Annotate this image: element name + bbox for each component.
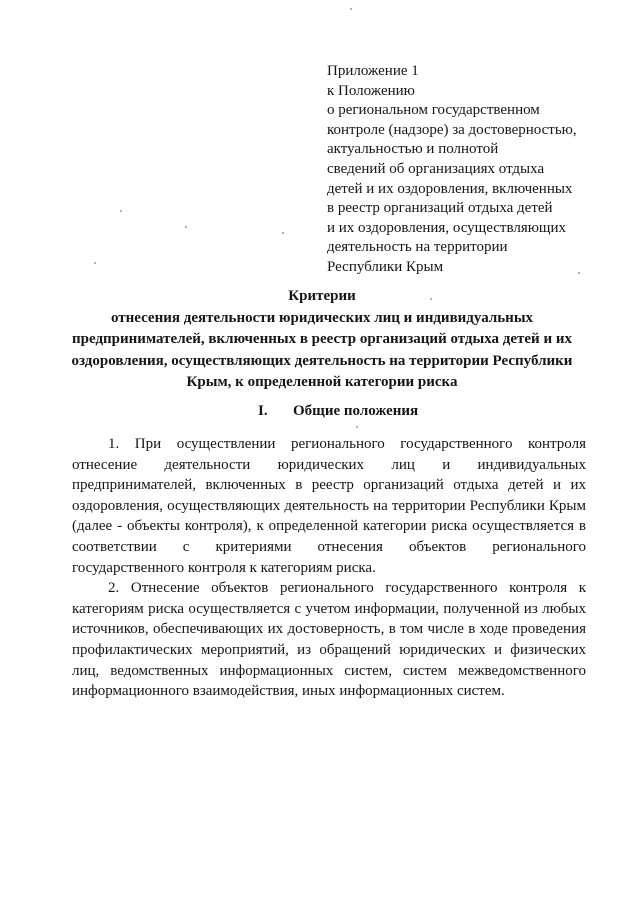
appendix-line: актуальностью и полнотой <box>327 141 499 158</box>
title-line: предпринимателей, включенных в реестр организаций отдыха детей и их <box>72 331 572 347</box>
title-line: Критерии <box>288 288 356 304</box>
scan-speck <box>430 298 432 300</box>
scan-speck <box>185 226 187 228</box>
scan-speck <box>356 426 358 428</box>
appendix-line: сведений об организациях отдыха <box>327 160 545 177</box>
title-line: Крым, к определенной категории риска <box>186 374 458 390</box>
scan-speck <box>282 232 284 234</box>
appendix-line: детей и их оздоровления, включенных <box>327 180 573 197</box>
paragraph: 2. Отнесение объектов регионального государственного контроля к категориям риска осуществляется с учетом информации, полученной из любых источников, обеспечивающих их достоверность, в том числе в ходе проведения профилактических мероприятий, из обращений юридических и физических лиц, ведомственных информационных систем, систем межведомственного информационного взаимодействия, иных информационных систем. <box>72 580 586 700</box>
appendix-line: контроле (надзоре) за достоверностью, <box>327 121 577 138</box>
scan-speck <box>578 272 580 274</box>
section-title: Общие положения <box>293 403 419 419</box>
appendix-line: о региональном государственном <box>327 102 540 119</box>
title-line: оздоровления, осуществляющих деятельность на территории Республики <box>71 352 573 369</box>
section-heading <box>60 401 584 422</box>
appendix-line: к Положению <box>327 82 415 99</box>
document-body <box>72 434 586 702</box>
appendix-line: деятельность на территории <box>327 239 508 256</box>
appendix-note <box>327 62 617 278</box>
appendix-line: Республики Крым <box>327 258 444 275</box>
paragraph: 1. При осуществлении регионального государственного контроля отнесение деятельности юридических лиц и индивидуальных предпринимателей, включенных в реестр организаций отдыха детей и их оздоровления, осуществляющих деятельность на территории Республики Крым (далее - объекты контроля), к определенной категории риска осуществляется в соответствии с критериями отнесения объектов регионального государственного контроля к категориям риска. <box>72 436 586 576</box>
appendix-line: и их оздоровления, осуществляющих <box>327 219 567 236</box>
section-number: I. <box>258 403 268 419</box>
scan-speck <box>94 262 96 264</box>
document-title <box>60 286 584 394</box>
appendix-line: в реестр организаций отдыха детей <box>327 200 553 217</box>
scan-speck <box>350 8 352 10</box>
appendix-line: Приложение 1 <box>327 63 419 79</box>
title-line: отнесения деятельности юридических лиц и индивидуальных <box>110 309 534 326</box>
scan-speck <box>120 210 122 212</box>
